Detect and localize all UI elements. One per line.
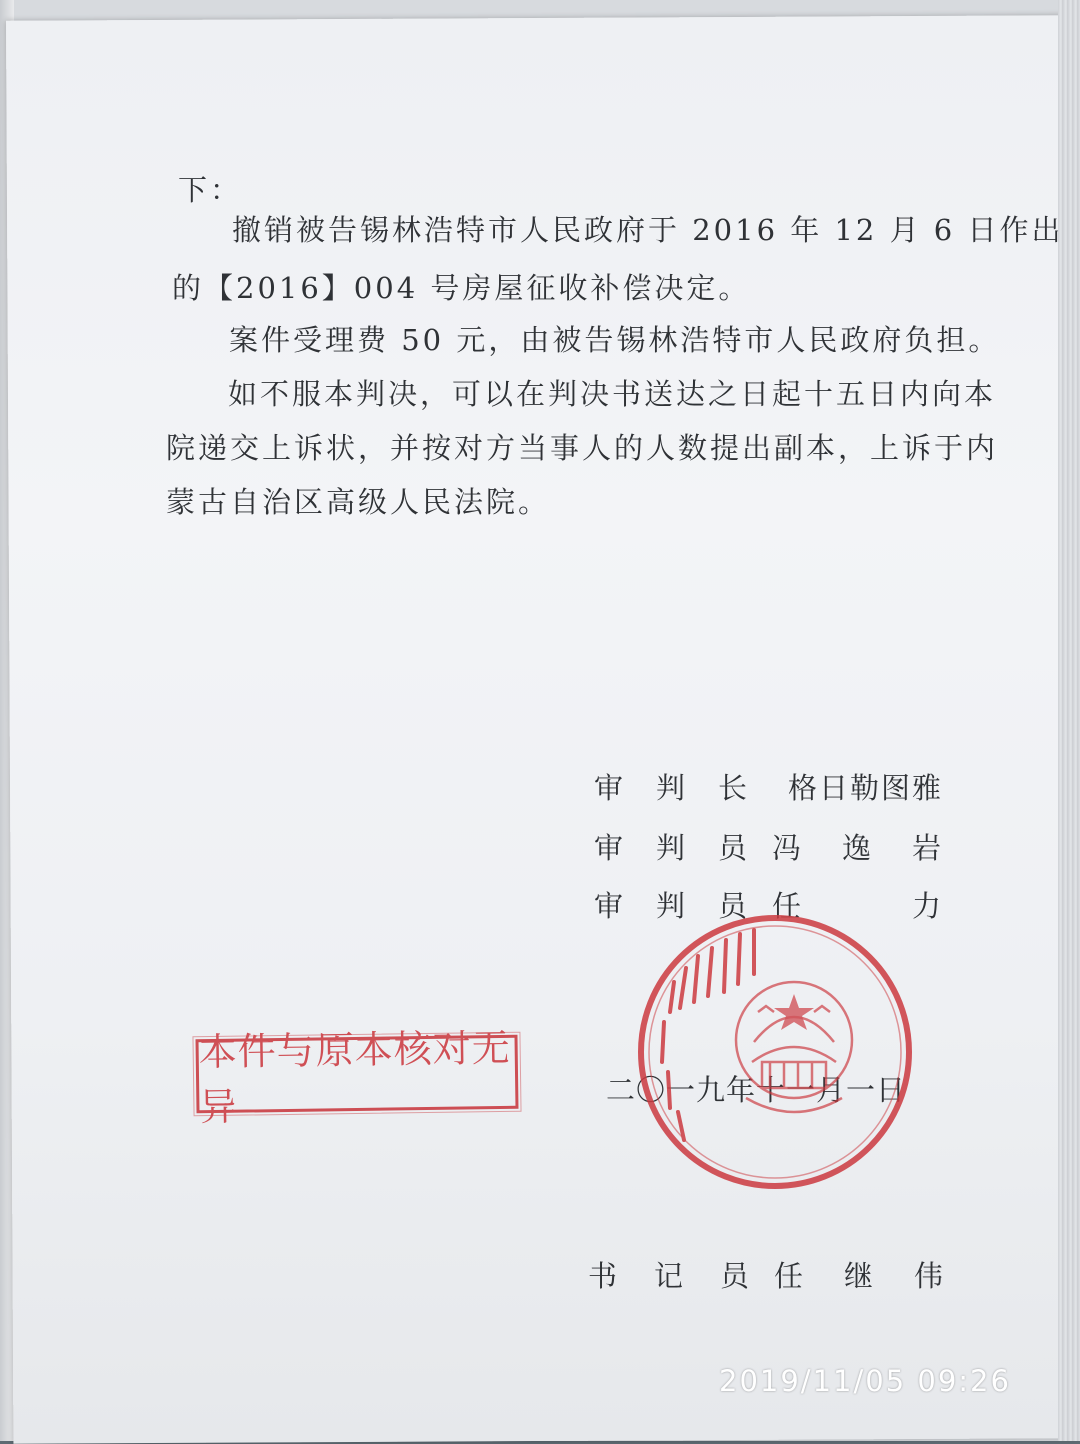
signature-presiding-judge: 审 判 长 格日勒图雅 — [594, 766, 943, 807]
text-line-4: 案件受理费 50 元，由被告锡林浩特市人民政府负担。 — [229, 323, 1001, 357]
court-seal-icon — [634, 912, 916, 1192]
text-line-3: 的【2016】004 号房屋征收补偿决定。 — [172, 271, 751, 305]
certification-stamp-text: 本件与原本核对无异 — [198, 1025, 511, 1130]
signature-judge-1: 审 判 员 冯 逸 岩 — [594, 826, 947, 867]
certification-stamp — [195, 1025, 518, 1130]
text-line-7: 蒙古自治区高级人民法院。 — [166, 485, 551, 519]
text-line-2: 撤销被告锡林浩特市人民政府于 2016 年 12 月 6 日作出 — [232, 213, 1064, 247]
signature-clerk: 书 记 员 任 继 伟 — [588, 1254, 949, 1295]
judgment-date: 二〇一九年十一月一日 — [606, 1073, 907, 1107]
text-line-1: 下： — [178, 173, 243, 207]
clerk-name: 任 继 伟 — [774, 1259, 950, 1293]
signature-judge-2: 审 判 员 任 力 — [594, 884, 947, 925]
text-line-5: 如不服本判决，可以在判决书送达之日起十五日内向本 — [228, 377, 997, 411]
judge-2-name: 任 力 — [772, 889, 948, 923]
text-line-6: 院递交上诉状，并按对方当事人的人数提出副本，上诉于内 — [166, 431, 999, 465]
photo-timestamp: 2019/11/05 09:26 — [719, 1364, 1011, 1398]
judge-1-name: 冯 逸 岩 — [772, 831, 948, 865]
presiding-judge-name: 格日勒图雅 — [788, 771, 944, 805]
